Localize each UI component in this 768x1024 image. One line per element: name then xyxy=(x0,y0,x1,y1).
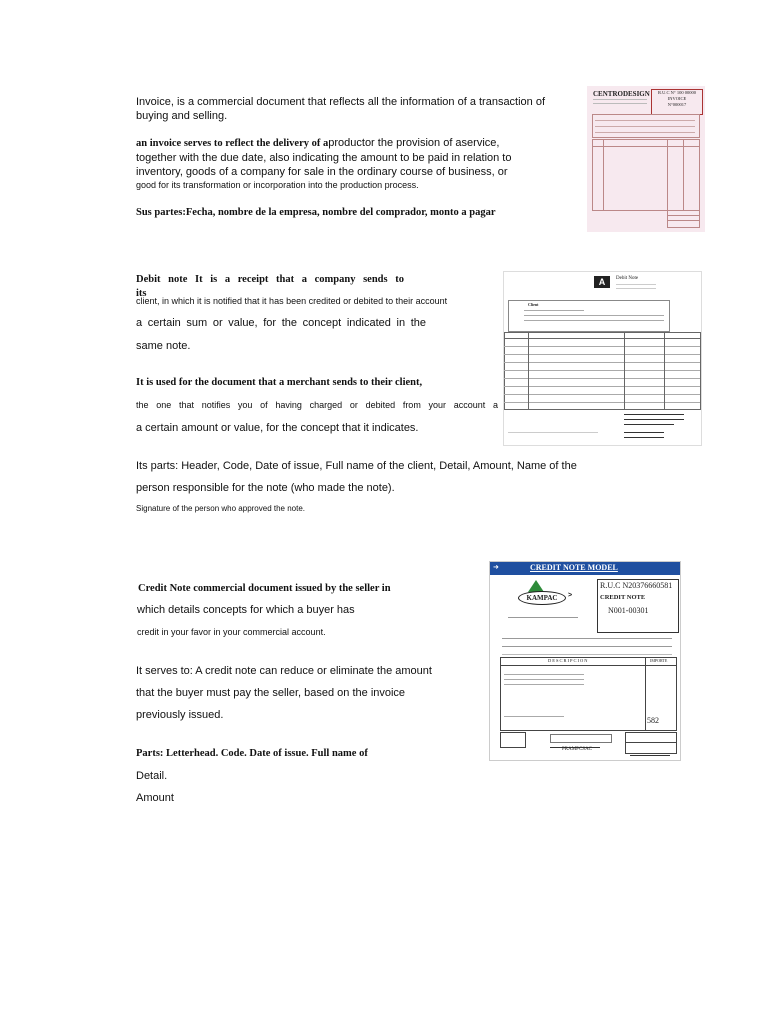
credit-line-9: Amount xyxy=(136,792,174,804)
credit-thumb-amount-col: IMPORTE xyxy=(650,658,668,663)
invoice-parts: Sus partes:Fecha, nombre de la empresa, nombre del comprador, monto a pagar xyxy=(136,207,496,218)
debit-line-4: same note. xyxy=(136,340,191,352)
invoice-thumb-ruc-box xyxy=(651,89,703,115)
debit-line-6: the one that notifies you of having charged or debited from your account a xyxy=(136,400,498,410)
invoice-intro: Invoice, is a commercial document that reflects all the information of a transaction of buying and selling. xyxy=(136,96,546,122)
credit-thumb-total-box xyxy=(625,732,677,754)
debit-line-5: It is used for the document that a merchant sends to their client, xyxy=(136,377,423,388)
chevron-right-icon: > xyxy=(568,592,573,599)
invoice-description-bold: an invoice serves to reflect the delivery of a xyxy=(136,138,329,149)
debit-thumb-detail-table xyxy=(504,332,701,410)
debit-line-7: a certain amount or value, for the concept that it indicates. xyxy=(136,422,419,434)
debit-thumb-client: Client xyxy=(528,302,539,307)
arrow-icon: ➜ xyxy=(493,564,499,571)
debit-note-thumbnail xyxy=(503,271,702,446)
debit-thumb-title: Debit Note xyxy=(616,276,639,281)
credit-thumb-type: CREDIT NOTE xyxy=(600,594,646,601)
credit-thumb-number: N001-00301 xyxy=(608,606,649,615)
invoice-thumbnail xyxy=(587,86,705,232)
invoice-thumb-type: INVOICE xyxy=(667,96,687,101)
debit-line-3: a certain sum or value, for the concept indicated in the xyxy=(136,317,426,329)
credit-note-thumbnail xyxy=(489,561,681,761)
credit-thumb-ruc-box xyxy=(597,579,679,633)
debit-line-9: person responsible for the note (who made the note). xyxy=(136,482,395,494)
invoice-thumb-ruc: R.U.C N° 100 00000 xyxy=(658,90,696,95)
credit-thumb-logo-oval xyxy=(518,591,566,605)
credit-line-6: previously issued. xyxy=(136,709,224,721)
debit-line-8: Its parts: Header, Code, Date of issue, Full name of the client, Detail, Amount, Name of the xyxy=(136,460,577,472)
debit-thumb-letter: A xyxy=(594,276,610,288)
credit-line-2: which details concepts for which a buyer has xyxy=(137,604,355,616)
credit-thumb-stamp-box xyxy=(500,732,526,748)
credit-thumb-signature: PRAMPCSAC xyxy=(562,747,593,752)
credit-line-4: It serves to: A credit note can reduce or eliminate the amount xyxy=(136,665,432,677)
invoice-description-small: good for its transformation or incorporation into the production process. xyxy=(136,180,419,190)
credit-thumb-value: 582 xyxy=(647,716,659,725)
credit-thumb-ruc: R.U.C N20376660581 xyxy=(600,581,673,590)
credit-thumb-header-bar xyxy=(490,562,680,575)
invoice-description xyxy=(136,136,536,179)
credit-line-5: that the buyer must pay the seller, based on the invoice xyxy=(136,687,406,699)
invoice-description-rest: productor the provision of aservice, together with the due date, also indicating the amount to be paid in relation to inventory, goods of a company for sale in the ordinary course of business, or xyxy=(136,137,512,178)
credit-line-1: Credit Note commercial document issued by the seller in xyxy=(138,583,391,594)
credit-line-8: Detail. xyxy=(136,770,168,782)
debit-line-1: Debit note It is a receipt that a company sends to its xyxy=(136,274,404,299)
credit-thumb-company: KAMPAC xyxy=(526,594,558,602)
invoice-thumb-company: CENTRODESIGN xyxy=(593,90,650,98)
credit-thumb-header: CREDIT NOTE MODEL xyxy=(530,563,618,572)
invoice-thumb-number: N°000017 xyxy=(667,102,687,107)
invoice-thumb-total-box xyxy=(667,210,700,228)
credit-line-3: credit in your favor in your commercial account. xyxy=(137,627,326,637)
debit-line-2: client, in which it is notified that it has been credited or debited to their account xyxy=(136,296,448,306)
credit-thumb-description: DESCRIPCION xyxy=(548,658,589,663)
credit-line-7: Parts: Letterhead. Code. Date of issue. Full name of xyxy=(136,748,368,759)
debit-line-10: Signature of the person who approved the note. xyxy=(136,504,306,513)
